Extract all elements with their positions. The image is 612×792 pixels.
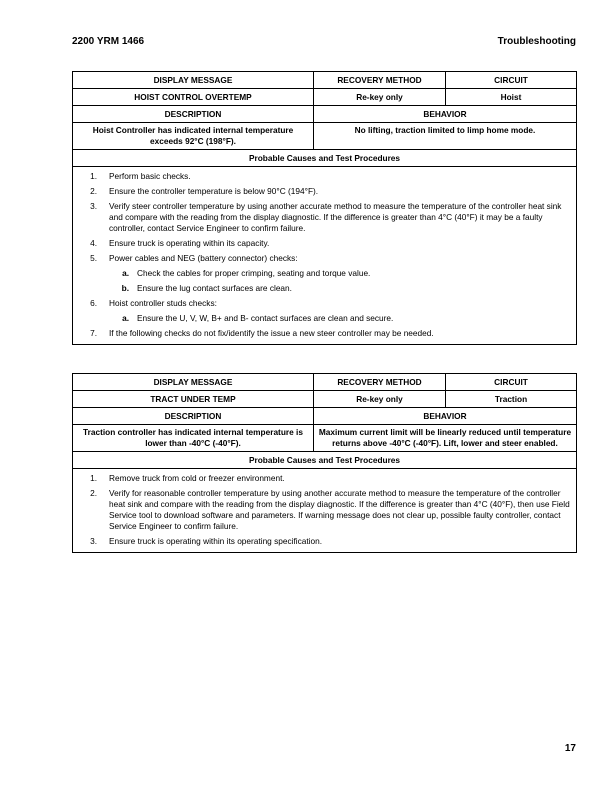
step-text: Verify for reasonable controller temperature by using another accurate method to measure the temperature of the controller heat sink and compare with the reading from the display diagnostic. If the difference is greater than 4°C (40°F), then use Field Service tool to download software and parameters. If warning message does not clear up, possible faulty controller, contact Service Engineer to confirm failure. <box>109 488 570 531</box>
recovery-method-header: RECOVERY METHOD <box>314 72 446 89</box>
circuit-value: Hoist <box>446 89 577 106</box>
step-number: 2. <box>90 488 97 498</box>
circuit-value: Traction <box>446 391 577 408</box>
troubleshooting-table-hoist-overtemp <box>72 71 577 345</box>
display-message-header: DISPLAY MESSAGE <box>73 374 314 391</box>
procedure-step <box>77 251 572 266</box>
procedure-step <box>77 326 572 341</box>
page-number: 17 <box>564 743 576 754</box>
substep-letter: a. <box>122 268 129 278</box>
step-number: 3. <box>90 201 97 211</box>
recovery-method-value: Re-key only <box>314 89 446 106</box>
substep-text: Ensure the lug contact surfaces are clean. <box>137 283 292 293</box>
description-header: DESCRIPTION <box>73 408 314 425</box>
step-number: 7. <box>90 328 97 338</box>
step-text: Remove truck from cold or freezer environment. <box>109 473 285 483</box>
behavior-header: BEHAVIOR <box>314 408 577 425</box>
recovery-method-value: Re-key only <box>314 391 446 408</box>
step-number: 3. <box>90 536 97 546</box>
troubleshooting-table-tract-under-temp <box>72 373 577 553</box>
step-number: 1. <box>90 473 97 483</box>
description-header: DESCRIPTION <box>73 106 314 123</box>
procedure-step <box>77 471 572 486</box>
procedure-substep <box>77 266 572 281</box>
behavior-header: BEHAVIOR <box>314 106 577 123</box>
document-id: 2200 YRM 1466 <box>72 36 145 47</box>
substep-letter: a. <box>122 313 129 323</box>
procedure-step <box>77 199 572 236</box>
procedure-substep <box>77 311 572 326</box>
description-value: Hoist Controller has indicated internal temperature exceeds 92°C (198°F). <box>73 123 314 150</box>
step-text: Ensure truck is operating within its operating specification. <box>109 536 323 546</box>
step-number: 4. <box>90 238 97 248</box>
step-number: 2. <box>90 186 97 196</box>
procedure-step <box>77 534 572 549</box>
display-message-value: HOIST CONTROL OVERTEMP <box>73 89 314 106</box>
display-message-header: DISPLAY MESSAGE <box>73 72 314 89</box>
substep-text: Check the cables for proper crimping, seating and torque value. <box>137 268 371 278</box>
step-text: Ensure truck is operating within its capacity. <box>109 238 270 248</box>
procedure-step <box>77 296 572 311</box>
step-text: If the following checks do not fix/identify the issue a new steer controller may be needed. <box>109 328 434 338</box>
circuit-header: CIRCUIT <box>446 374 577 391</box>
step-text: Verify steer controller temperature by using another accurate method to measure the temperature of the controller heat sink and compare with the reading from the display diagnostic. If the difference is greater than 4°C (40°F) it may be a faulty controller, contact Service Engineer to confirm failure. <box>109 201 562 233</box>
circuit-header: CIRCUIT <box>446 72 577 89</box>
procedure-substep <box>77 281 572 296</box>
description-value: Traction controller has indicated internal temperature is lower than -40°C (-40°F). <box>73 425 314 452</box>
procedure-step <box>77 169 572 184</box>
step-text: Ensure the controller temperature is below 90°C (194°F). <box>109 186 319 196</box>
step-number: 1. <box>90 171 97 181</box>
procedure-steps <box>73 469 577 553</box>
step-number: 6. <box>90 298 97 308</box>
behavior-value: No lifting, traction limited to limp home mode. <box>314 123 577 150</box>
behavior-value: Maximum current limit will be linearly reduced until temperature returns above -40°C (-40°F). Lift, lower and steer enabled. <box>314 425 577 452</box>
procedure-step <box>77 486 572 534</box>
procedure-step <box>77 184 572 199</box>
procedure-step <box>77 236 572 251</box>
recovery-method-header: RECOVERY METHOD <box>314 374 446 391</box>
step-text: Hoist controller studs checks: <box>109 298 217 308</box>
section-title: Troubleshooting <box>497 36 576 47</box>
step-text: Power cables and NEG (battery connector) checks: <box>109 253 298 263</box>
probable-causes-header: Probable Causes and Test Procedures <box>73 452 577 469</box>
substep-letter: b. <box>121 283 129 293</box>
probable-causes-header: Probable Causes and Test Procedures <box>73 150 577 167</box>
display-message-value: TRACT UNDER TEMP <box>73 391 314 408</box>
substep-text: Ensure the U, V, W, B+ and B- contact surfaces are clean and secure. <box>137 313 394 323</box>
step-text: Perform basic checks. <box>109 171 191 181</box>
procedure-steps <box>73 167 577 345</box>
step-number: 5. <box>90 253 97 263</box>
